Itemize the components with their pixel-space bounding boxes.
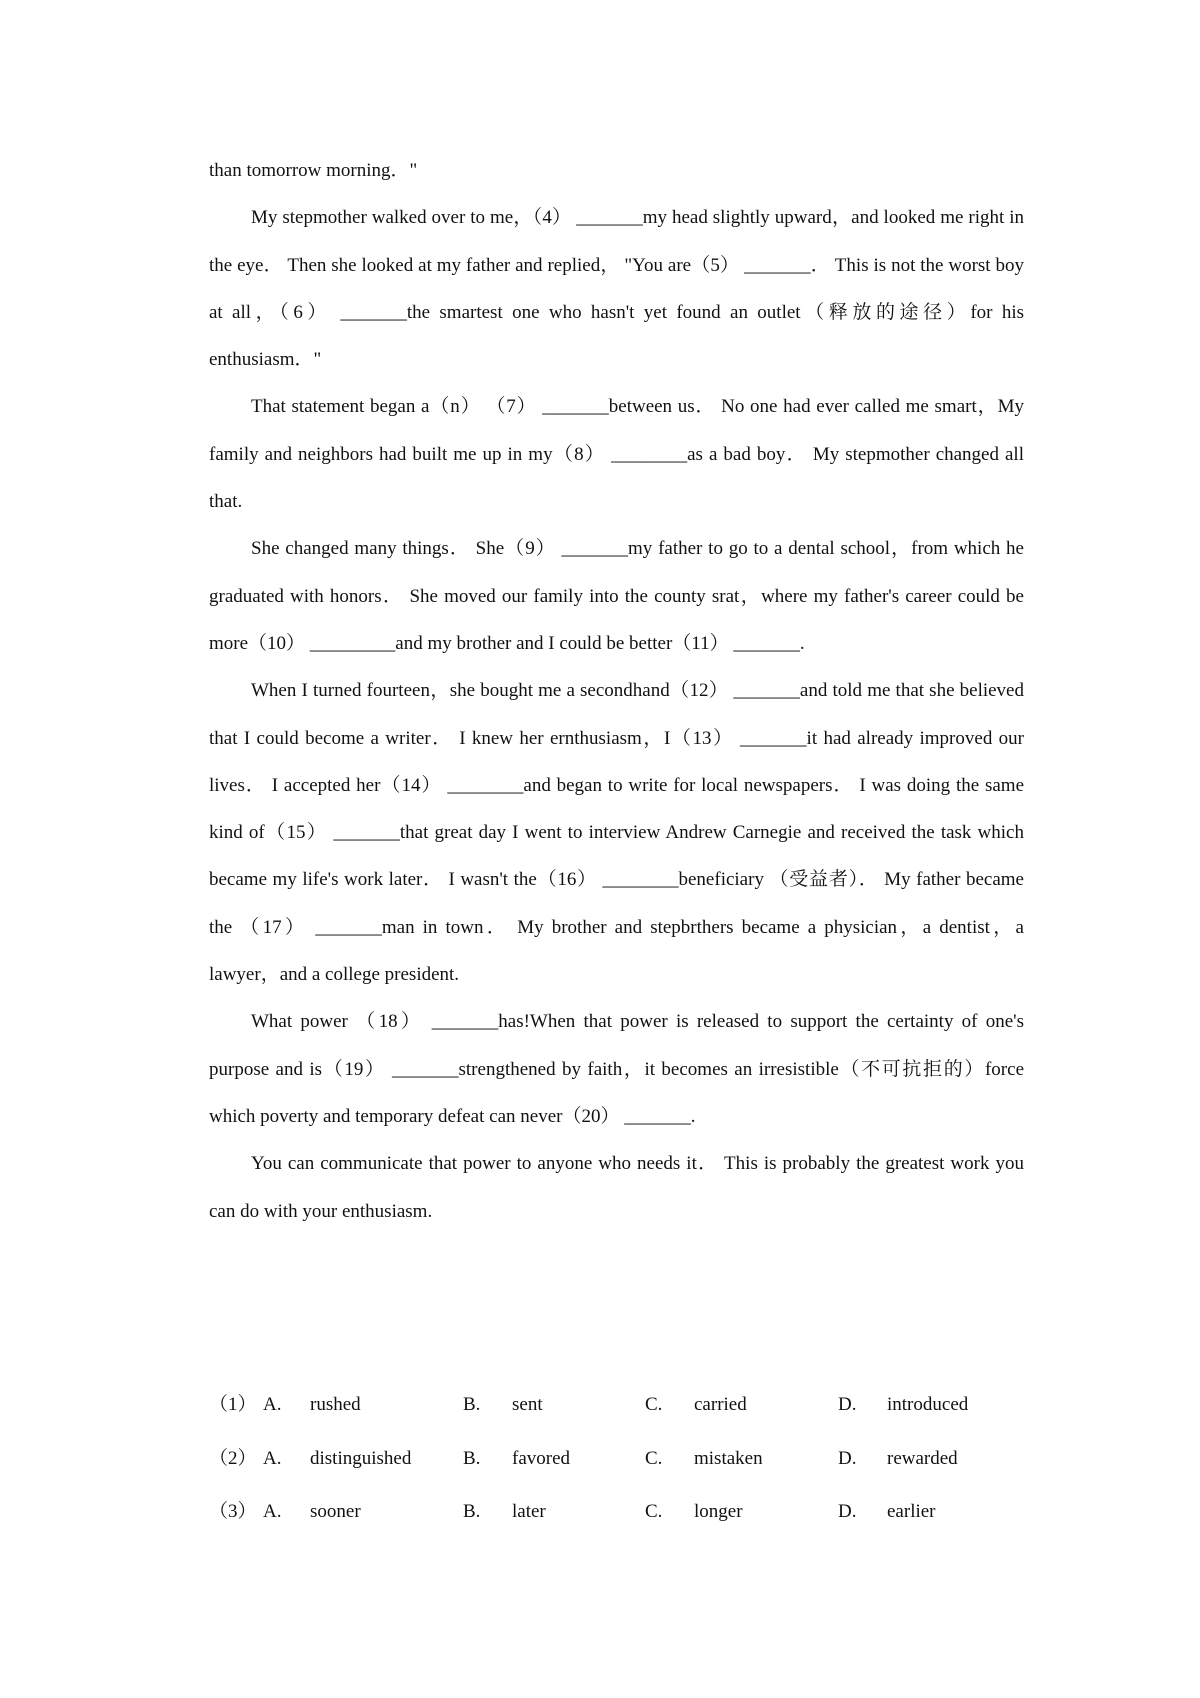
option-letter[interactable]: C. (645, 1501, 663, 1522)
question-row (209, 1485, 1024, 1539)
question-number: （2） (209, 1447, 257, 1469)
passage-paragraph: You can communicate that power to anyone who needs it． This is probably the greatest work you can do with your enthusiasm. (209, 1153, 1024, 1222)
option-letter[interactable]: D. (838, 1501, 857, 1522)
option-text[interactable]: sent (512, 1394, 543, 1415)
option-text[interactable]: earlier (887, 1501, 936, 1522)
option-letter[interactable]: B. (463, 1394, 481, 1415)
passage (209, 147, 1024, 1235)
option-text[interactable]: later (512, 1501, 546, 1522)
question-number: （1） (209, 1394, 257, 1415)
passage-paragraph: That statement began a（n） （7） _______between us． No one had ever called me smart，My family and neighbors had built me up in my（8） ________as a bad boy． My stepmother changed all that. (209, 396, 1024, 513)
option-text[interactable]: rewarded (887, 1447, 958, 1469)
option-text[interactable]: mistaken (694, 1447, 763, 1469)
question-row (209, 1432, 1024, 1486)
option-letter[interactable]: D. (838, 1394, 857, 1415)
passage-paragraph: My stepmother walked over to me，（4） _______my head slightly upward，and looked me right in the eye． Then she looked at my father and replied， "You are（5） _______． This is not the worst boy at all，（6） _______the smartest one who hasn't yet found an outlet（释放的途径）for his enthusiasm．" (209, 207, 1024, 371)
option-letter[interactable]: B. (463, 1501, 481, 1522)
passage-paragraph: She changed many things． She（9） _______my father to go to a dental school，from which he graduated with honors． She moved our family into the county srat，where my father's career could be more（10） _________and my brother and I could be better（11） _______. (209, 538, 1024, 654)
question-row (209, 1378, 1024, 1432)
passage-paragraph: When I turned fourteen，she bought me a secondhand（12） _______and told me that she believed that I could become a writer． I knew her ernthusiasm，I（13） _______it had already improved our lives． I accepted her（14） ________and began to write for local newspapers． I was doing the same kind of（15） _______that great day I went to interview Andrew Carnegie and received the task which became my life's work later． I wasn't the（16） ________beneficiary （受益者）． My father became the （17） _______man in town． My brother and stepbrthers became a physician，a dentist，a lawyer，and a college president. (209, 680, 1024, 986)
option-letter[interactable]: D. (838, 1447, 857, 1469)
option-text[interactable]: distinguished (310, 1447, 412, 1469)
question-number: （3） (209, 1501, 257, 1522)
option-text[interactable]: introduced (887, 1394, 969, 1415)
passage-paragraph: What power （18） _______has!When that power is released to support the certainty of one's purpose and is（19） _______strengthened by faith，it becomes an irresistible（不可抗拒的）force which poverty and temporary defeat can never（20） _______. (209, 1011, 1024, 1127)
option-text[interactable]: rushed (310, 1394, 361, 1415)
passage-paragraph: than tomorrow morning．" (209, 160, 418, 181)
option-text[interactable]: longer (694, 1501, 743, 1522)
option-letter[interactable]: A. (263, 1447, 282, 1469)
option-letter[interactable]: A. (263, 1501, 282, 1522)
option-letter[interactable]: B. (463, 1447, 481, 1469)
option-text[interactable]: sooner (310, 1501, 361, 1522)
option-letter[interactable]: C. (645, 1394, 663, 1415)
answer-options (209, 1378, 1024, 1539)
option-letter[interactable]: C. (645, 1447, 663, 1469)
option-letter[interactable]: A. (263, 1394, 282, 1415)
option-text[interactable]: favored (512, 1447, 571, 1469)
option-text[interactable]: carried (694, 1394, 747, 1415)
